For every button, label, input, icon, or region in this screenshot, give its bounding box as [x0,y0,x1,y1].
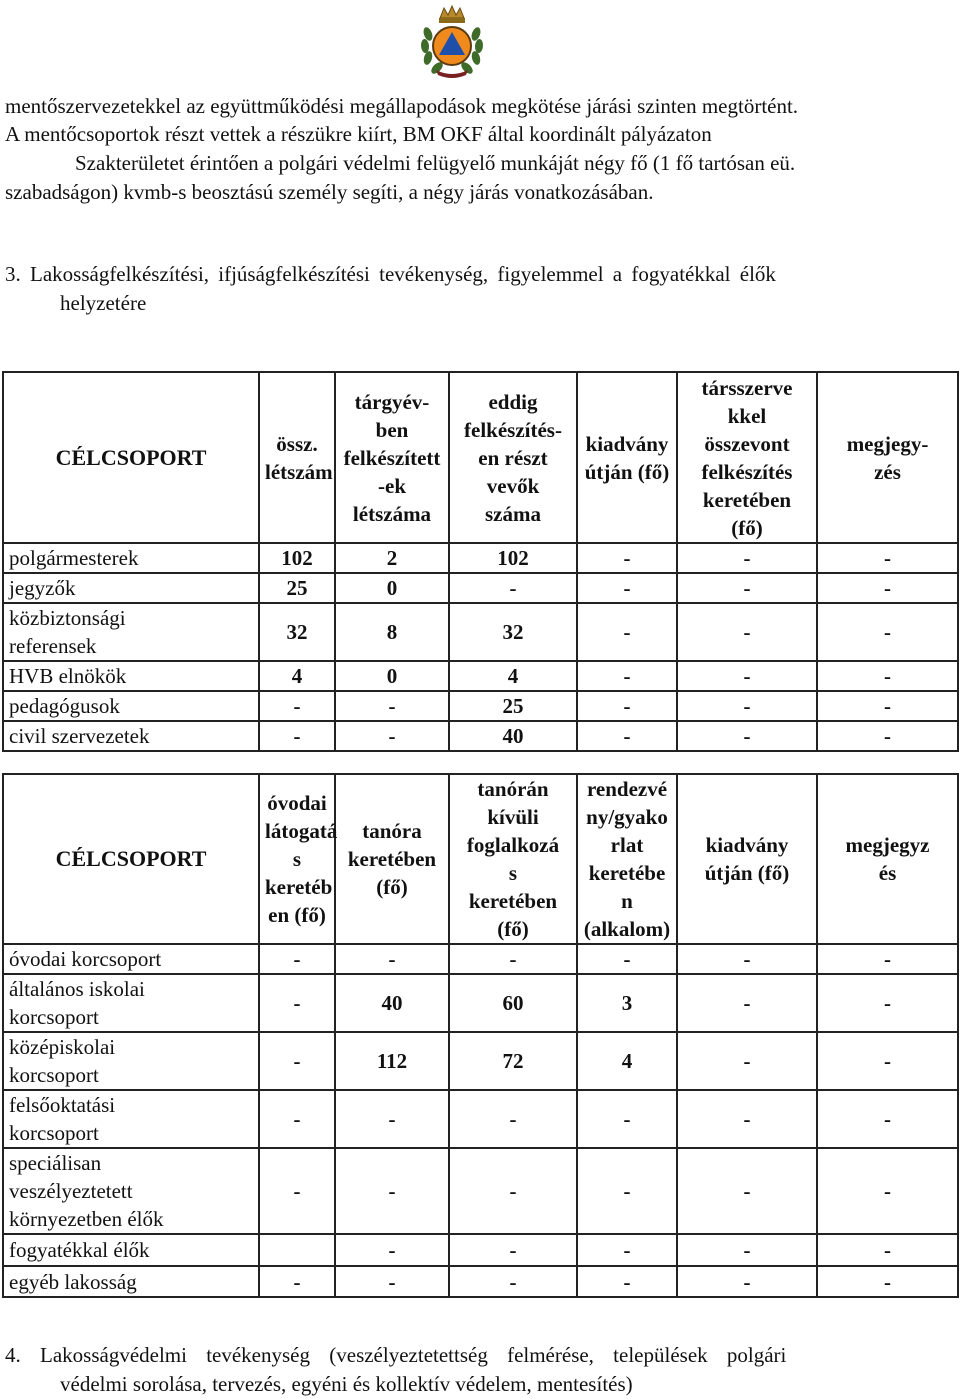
table-cell: - [449,944,577,974]
table-cell: - [449,1148,577,1234]
table-cell: - [577,603,677,661]
table-cell: 102 [449,543,577,573]
table-cell: - [577,721,677,751]
row-label: HVB elnökök [3,661,259,691]
row-label: általános iskolai korcsoport [3,974,259,1032]
column-header: össz. létszám [259,372,335,543]
table-cell: 40 [335,974,449,1032]
table-row [3,1234,958,1266]
table-cell: 0 [335,661,449,691]
table-cell: - [335,691,449,721]
row-label: felsőoktatási korcsoport [3,1090,259,1148]
column-header: CÉLCSOPORT [3,372,259,543]
table-row [3,1090,958,1148]
row-label: pedagógusok [3,691,259,721]
table-cell: - [577,1090,677,1148]
table-cell: 8 [335,603,449,661]
table-cell: - [577,1266,677,1297]
table-cell: - [259,1032,335,1090]
table-cell: - [335,1266,449,1297]
table-row [3,543,958,573]
column-header: óvodai látogatá s keretéb en (fő) [259,774,335,944]
column-header: kiadvány útján (fő) [577,372,677,543]
table-row [3,1266,958,1297]
table-cell: - [577,1148,677,1234]
table-cell: - [259,691,335,721]
table-cell: - [335,1234,449,1266]
row-label: középiskolai korcsoport [3,1032,259,1090]
section-4-heading: 4. Lakosságvédelmi tevékenység (veszélyeztetettség felmérése, települések polgári [5,1343,787,1367]
table-cell: 0 [335,573,449,603]
row-label: polgármesterek [3,543,259,573]
table-row [3,1148,958,1234]
table-cell: - [577,1234,677,1266]
table-row [3,721,958,751]
table-cell: - [817,543,958,573]
row-label: speciálisan veszélyeztetett környezetben élők [3,1148,259,1234]
row-label: közbiztonsági referensek [3,603,259,661]
column-header: tanóra keretében (fő) [335,774,449,944]
section-3-heading-cont: helyzetére [60,291,147,315]
row-label: óvodai korcsoport [3,944,259,974]
table-cell: - [577,543,677,573]
column-header: rendezvé ny/gyako rlat keretébe n (alkalom) [577,774,677,944]
row-label: jegyzők [3,573,259,603]
youth-preparation-table [2,773,959,1298]
table-cell: - [577,661,677,691]
table-cell: 60 [449,974,577,1032]
table-cell: - [677,573,817,603]
table-cell: 3 [577,974,677,1032]
table-header-row [3,372,958,543]
table-cell: - [817,1266,958,1297]
table-cell: 102 [259,543,335,573]
table-cell: - [335,1148,449,1234]
table-cell: - [677,1234,817,1266]
table-cell: - [817,661,958,691]
table-cell: - [677,691,817,721]
row-label: civil szervezetek [3,721,259,751]
table-cell: - [259,944,335,974]
table-row [3,974,958,1032]
table-cell: - [677,543,817,573]
column-header: megjegyz és [817,774,958,944]
row-label: fogyatékkal élők [3,1234,259,1266]
table-cell: 25 [259,573,335,603]
table-cell: - [817,691,958,721]
table-cell: - [449,1266,577,1297]
column-header: CÉLCSOPORT [3,774,259,944]
table-cell: - [817,573,958,603]
intro-line-4: szabadságon) kvmb-s beosztású személy segíti, a négy járás vonatkozásában. [5,180,654,204]
table-cell: 40 [449,721,577,751]
table-row [3,573,958,603]
table-row [3,1032,958,1090]
table-cell: - [817,603,958,661]
column-header: megjegy- zés [817,372,958,543]
table-cell: - [677,721,817,751]
table-cell: - [677,1090,817,1148]
table-cell: - [677,1148,817,1234]
table-cell: 32 [449,603,577,661]
column-header: tanórán kívüli foglalkozá s keretében (fő) [449,774,577,944]
table-cell: - [577,691,677,721]
table-cell: - [335,1090,449,1148]
table-cell: 25 [449,691,577,721]
table-cell: 112 [335,1032,449,1090]
column-header: társszerve kkel összevont felkészítés keretében (fő) [677,372,817,543]
adult-preparation-table [2,371,959,752]
column-header: eddig felkészítés- en részt vevők száma [449,372,577,543]
table-header-row [3,774,958,944]
table-row [3,661,958,691]
table-cell: - [817,974,958,1032]
section-4-heading-cont: védelmi sorolása, tervezés, egyéni és kollektív védelem, mentesítés) [60,1372,633,1396]
table-cell: 4 [259,661,335,691]
table-cell: - [577,944,677,974]
intro-line-1: mentőszervezetekkel az együttműködési megállapodások megkötése járási szinten megtörtént. [5,94,799,118]
table-cell: - [817,721,958,751]
column-header: tárgyév- ben felkészített -ek létszáma [335,372,449,543]
intro-line-3: Szakterületet érintően a polgári védelmi felügyelő munkáját négy fő (1 fő tartósan eü. [75,151,796,175]
table-cell [259,1234,335,1266]
table-cell: - [449,1234,577,1266]
section-3-heading: 3. Lakosságfelkészítési, ifjúságfelkészítési tevékenység, figyelemmel a fogyatékkal élők [5,262,776,286]
table-row [3,691,958,721]
table-cell: 72 [449,1032,577,1090]
table-row [3,944,958,974]
table-cell: 4 [449,661,577,691]
table-cell: - [335,944,449,974]
intro-line-2: A mentőcsoportok részt vettek a részükre kiírt, BM OKF által koordinált pályázaton [5,122,712,146]
civil-protection-emblem-icon [412,4,492,80]
table-cell: - [677,603,817,661]
table-cell: - [259,721,335,751]
table-cell: - [449,1090,577,1148]
column-header: kiadvány útján (fő) [677,774,817,944]
table-cell: - [259,974,335,1032]
table-cell: - [577,573,677,603]
table-cell: - [677,1266,817,1297]
table-cell: - [817,1234,958,1266]
table-cell: - [817,1148,958,1234]
table-cell: - [449,573,577,603]
table-cell: - [817,1032,958,1090]
table-cell: - [259,1090,335,1148]
table-cell: 4 [577,1032,677,1090]
table-cell: 32 [259,603,335,661]
table-cell: - [677,1032,817,1090]
table-cell: - [677,944,817,974]
table-cell: - [259,1266,335,1297]
table-cell: 2 [335,543,449,573]
table-cell: - [817,1090,958,1148]
table-cell: - [259,1148,335,1234]
row-label: egyéb lakosság [3,1266,259,1297]
table-cell: - [817,944,958,974]
table-cell: - [335,721,449,751]
table-row [3,603,958,661]
table-cell: - [677,974,817,1032]
table-cell: - [677,661,817,691]
